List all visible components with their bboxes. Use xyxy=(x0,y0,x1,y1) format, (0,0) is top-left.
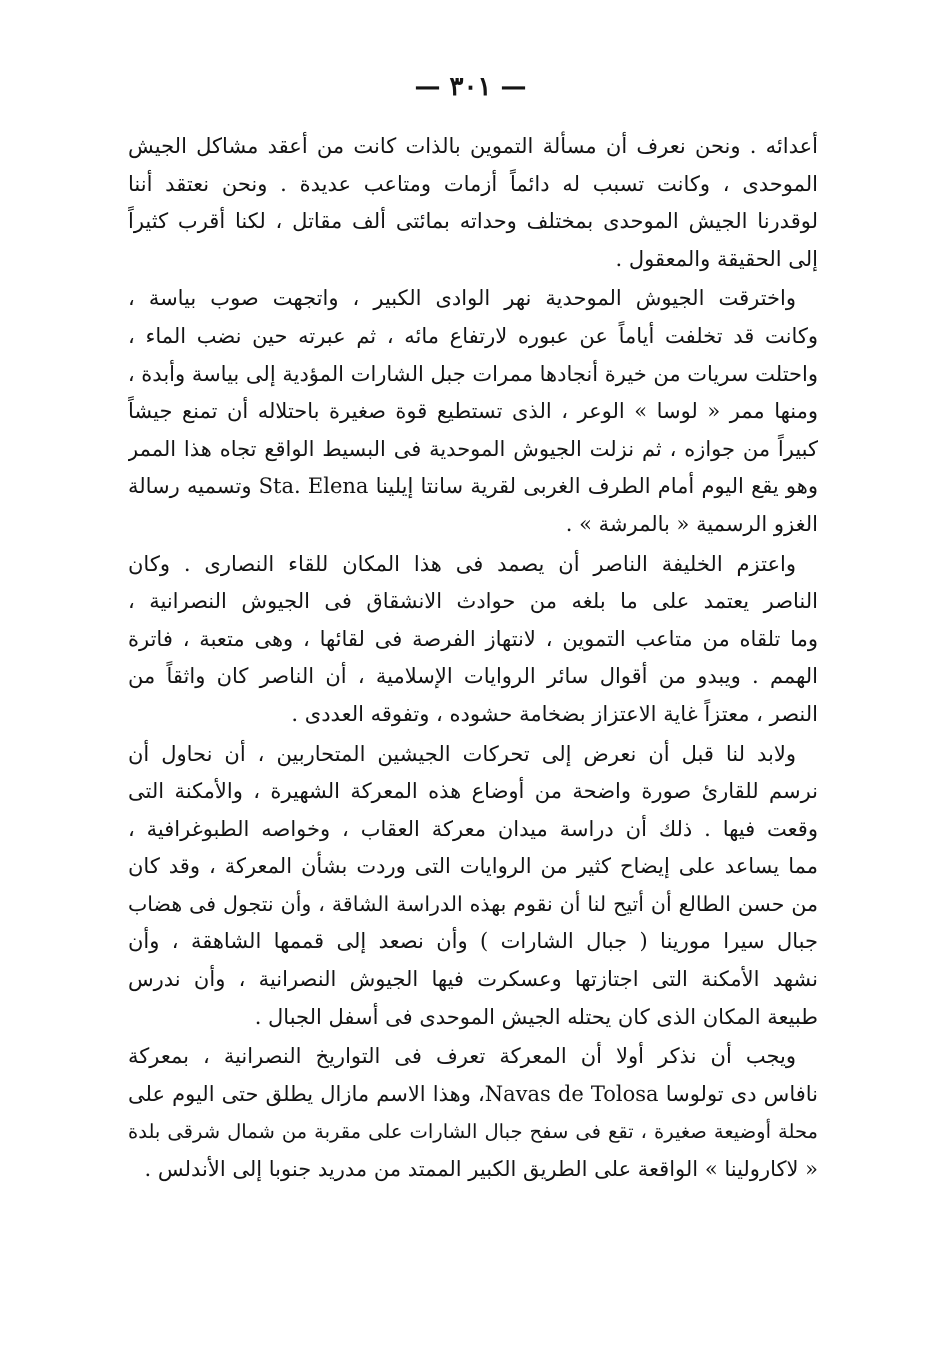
text-line: جبال سيرا مورينا ( جبال الشارات ) وأن نصعد إلى قممها الشاهقة ، وأن xyxy=(128,929,818,954)
text-line: النصر ، معتزاً غاية الاعتزاز بضخامة حشوده ، وتفوقه العددى . xyxy=(291,701,818,726)
text-line: الغزو الرسمية « بالمرشة » . xyxy=(565,511,818,536)
text-line: ولابد لنا قبل أن نعرض إلى تحركات الجيشين المتحاربين ، أن نحاول أن xyxy=(128,741,796,766)
text-line: الناصر يعتمد على ما بلغه من حوادث الانشقاق فى الجيوش النصرانية ، xyxy=(128,589,818,614)
text-line: كبيراً من جوازه ، ثم نزلت الجيوش الموحدية فى البسيط الواقع تجاه هذا الممر xyxy=(128,436,818,461)
text-line: الموحدى ، وكانت تسبب له دائماً أزمات ومتاعب عديدة . ونحن نعتقد أننا xyxy=(128,171,818,196)
paragraph-3 xyxy=(128,546,818,734)
page-number: — ٣٠١ — xyxy=(414,72,527,102)
paragraph-1 xyxy=(128,128,818,278)
text-line: مما يساعد على إيضاح كثير من الروايات التى وردت بشأن المعركة ، وقد كان xyxy=(128,854,818,879)
text-line: « لاكارولينا » الواقعة على الطريق الكبير الممتد من مدريد جنوبا إلى الأندلس . xyxy=(144,1157,818,1182)
paragraph-2 xyxy=(128,280,818,543)
text-line: ومنها ممر « لوسا » الوعر ، الذى تستطيع قوة صغيرة باحتلاله أن تمنع جيشاً xyxy=(128,399,818,424)
text-line: ويجب أن نذكر أولا أن المعركة تعرف فى التواريخ النصرانية ، بمعركة xyxy=(128,1044,796,1069)
text-line: محلة أوضيعة صغيرة ، تقع فى سفح جبال الشارات على مقربة من شمال شرقى بلدة xyxy=(128,1120,818,1144)
text-line: وهو يقع اليوم أمام الطرف الغربى لقرية سانتا إيلينا Sta. Elena وتسميه رسالة xyxy=(128,474,818,499)
text-line: وقعت فيها . ذلك أن دراسة ميدان معركة العقاب ، وخواصه الطبوغرافية ، xyxy=(128,816,818,841)
text-line: طبيعة المكان الذى كان يحتله الجيش الموحدى فى أسفل الجبال . xyxy=(254,1004,818,1029)
paragraph-5 xyxy=(128,1038,818,1188)
text-line: واحتلت سريات من خيرة أنجادها ممرات جبل الشارات المؤدية إلى بياسة وأبدة ، xyxy=(128,361,818,386)
paragraph-4 xyxy=(128,736,818,1037)
text-line: إلى الحقيقة والمعقول . xyxy=(615,246,818,271)
text-line: نشهد الأمكنة التى اجتازتها وعسكرت فيها الجيوش النصرانية ، وأن ندرس xyxy=(128,967,818,992)
text-line: وكانت قد تخلفت أياماً عن عبوره لارتفاع مائه ، ثم عبرته حين نضب الماء ، xyxy=(128,323,818,348)
text-line: وما تلقاه من متاعب التموين ، لانتهاز الفرصة فى لقائها ، وهى متعبة ، فاترة xyxy=(128,626,818,651)
text-line: لوقدرنا الجيش الموحدى بمختلف وحداته بمائتى ألف مقاتل ، لكنا أقرب كثيراً xyxy=(128,209,818,234)
text-line: من حسن الطالع أن أتيح لنا أن نقوم بهذه الدراسة الشاقة ، وأن نتجول فى هضاب xyxy=(128,891,818,916)
body-text xyxy=(128,128,818,1189)
text-line: واخترقت الجيوش الموحدية نهر الوادى الكبير ، واتجهت صوب بياسة ، xyxy=(128,286,796,311)
text-line: الهمم . ويبدو من أقوال سائر الروايات الإسلامية ، أن الناصر كان واثقاً من xyxy=(128,664,818,689)
text-line: أعدائه . ونحن نعرف أن مسألة التموين بالذات كانت من أعقد مشاكل الجيش xyxy=(128,134,818,158)
text-line: واعتزم الخليفة الناصر أن يصمد فى هذا المكان للقاء النصارى . وكان xyxy=(128,551,796,576)
text-line: نرسم للقارئ صورة واضحة من أوضاع هذه المعركة الشهيرة ، والأمكنة التى xyxy=(128,779,818,804)
text-line: نافاس دى تولوسا Navas de Tolosa، وهذا الاسم مازال يطلق حتى اليوم على xyxy=(128,1081,818,1106)
